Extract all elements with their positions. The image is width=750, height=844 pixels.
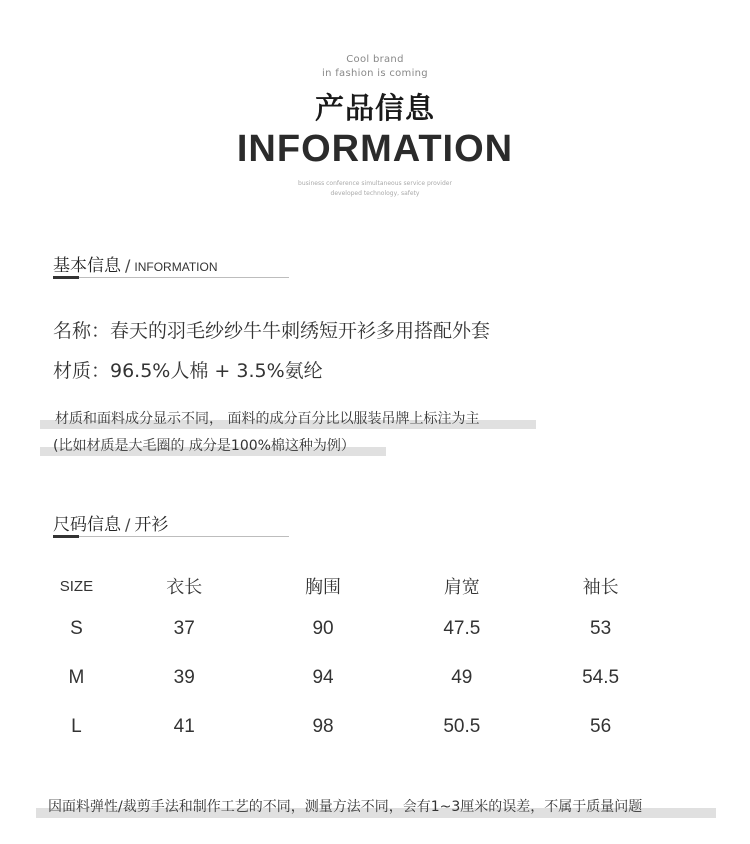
- cell-sleeve: 56: [590, 715, 612, 737]
- header-length: 衣长: [166, 577, 203, 598]
- brand-line-2: in fashion is coming: [322, 68, 428, 79]
- material-note-2: (比如材质是大毛圈的 成分是100%棉这种为例）: [53, 438, 355, 454]
- table-row: [38, 604, 670, 653]
- cell-shoulder: 50.5: [443, 715, 481, 737]
- basic-info-subtitle: INFORMATION: [134, 260, 218, 274]
- header-chest: 胸围: [305, 577, 342, 598]
- basic-info-heading: [53, 251, 218, 276]
- header-sleeve: 袖长: [582, 577, 619, 598]
- cell-chest: 90: [312, 617, 334, 639]
- section-accent: [53, 276, 79, 279]
- cell-length: 37: [173, 617, 195, 639]
- measurement-footnote: 因面料弹性/裁剪手法和制作工艺的不同，测量方法不同，会有1~3厘米的误差，不属于质量问题: [48, 799, 643, 815]
- section-accent: [53, 535, 79, 538]
- cell-size: L: [71, 715, 82, 737]
- cell-sleeve: 53: [590, 617, 612, 639]
- cell-chest: 98: [312, 715, 334, 737]
- basic-info-title: 基本信息: [53, 256, 121, 276]
- size-info-heading: [53, 510, 168, 535]
- size-info-title: 尺码信息: [53, 515, 121, 535]
- brand-line-1: Cool brand: [346, 54, 404, 65]
- tagline-1: business conference simultaneous service provider: [298, 180, 452, 187]
- material-note-1: 材质和面料成分显示不同， 面料的成分百分比以服装吊牌上标注为主: [55, 411, 480, 427]
- heading-slash: /: [125, 515, 131, 534]
- product-material: 材质：96.5%人棉 + 3.5%氨纶: [53, 360, 323, 382]
- table-row: [38, 653, 670, 702]
- cell-length: 41: [173, 715, 195, 737]
- table-header-row: [38, 568, 670, 604]
- tagline-2: developed technology, safety: [330, 190, 420, 197]
- cell-sleeve: 54.5: [582, 666, 620, 688]
- product-name: 名称：春天的羽毛纱纱牛牛刺绣短开衫多用搭配外套: [53, 320, 491, 342]
- size-info-subtitle: 开衫: [134, 515, 169, 535]
- section-divider: [53, 536, 289, 537]
- cell-chest: 94: [312, 666, 334, 688]
- header-size: SIZE: [59, 577, 94, 595]
- header-shoulder: 肩宽: [443, 577, 480, 598]
- cell-shoulder: 49: [451, 666, 473, 688]
- section-divider: [53, 277, 289, 278]
- page-title-en: INFORMATION: [236, 128, 514, 170]
- cell-length: 39: [173, 666, 195, 688]
- cell-size: M: [68, 666, 85, 688]
- heading-slash: /: [125, 256, 131, 275]
- page-title-cn: 产品信息: [314, 91, 435, 125]
- cell-shoulder: 47.5: [443, 617, 481, 639]
- table-row: [38, 702, 670, 751]
- cell-size: S: [70, 617, 83, 639]
- size-table: [38, 568, 670, 751]
